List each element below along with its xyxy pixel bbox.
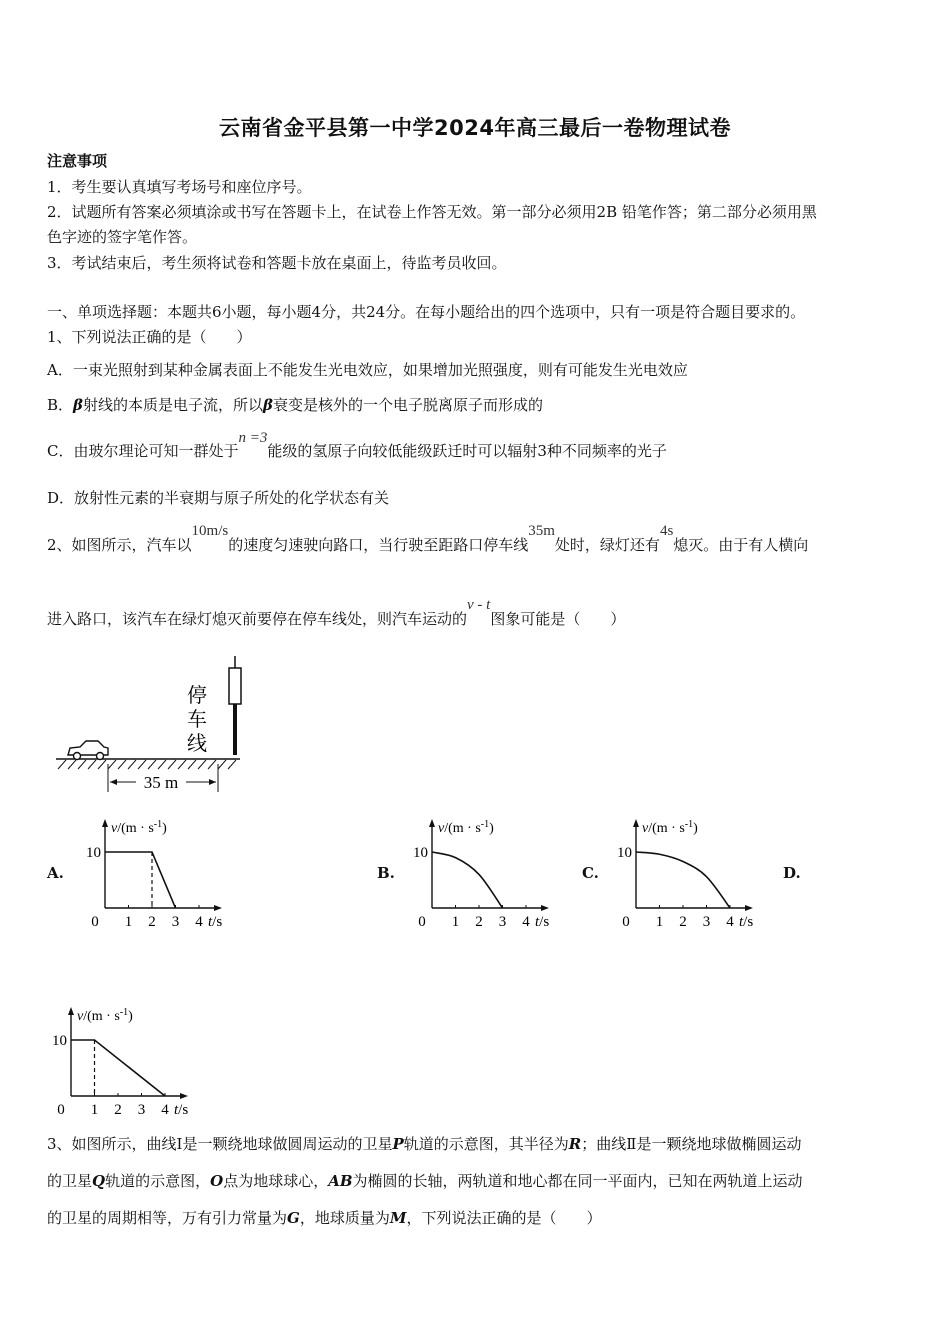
q3-symbol-r: R (568, 1135, 582, 1153)
q2-speed: 10m/s (191, 523, 229, 539)
x-tick-label: 1 (124, 914, 133, 930)
x-tick-label: 3 (702, 914, 711, 930)
x-tick-label: 3 (137, 1102, 146, 1118)
q2-option-b-label: B. (377, 864, 395, 882)
x-axis-label: t/s (535, 914, 550, 930)
q1-b-post: 衰变是核外的一个电子脱离原子而形成的 (272, 396, 543, 414)
q3-text: 点为地球球心， (223, 1172, 329, 1190)
y-axis-arrow (633, 819, 639, 827)
q2-s1: 2、如图所示，汽车以 (47, 536, 192, 554)
y-axis-arrow (68, 1007, 74, 1015)
x-tick-label: 1 (451, 914, 460, 930)
beta-symbol: β (263, 396, 273, 414)
q3-text: ；曲线Ⅱ是一颗绕地球做椭圆运动 (581, 1135, 802, 1153)
x-tick-label: 4 (195, 914, 203, 930)
q1-stem: 1、下列说法正确的是（ ） (47, 328, 252, 346)
vt-graph-c (601, 815, 766, 930)
x-axis-label: t/s (208, 914, 223, 930)
vt-graph-b (397, 815, 562, 930)
series-line (636, 852, 730, 908)
x-tick-label: 1 (90, 1102, 99, 1118)
q2-s2: 的速度匀速驶向路口，当行驶至距路口停车线 (228, 536, 529, 554)
q1-option-b (47, 396, 543, 414)
x-tick-label: 3 (498, 914, 507, 930)
x-tick-label: 0 (57, 1102, 65, 1118)
y-axis-arrow (102, 819, 108, 827)
stop-line-label-char: 线 (187, 733, 207, 755)
q2-s5: 进入路口，该汽车在绿灯熄灭前要停在停车线处，则汽车运动的 (47, 610, 468, 628)
notice-item-2-cont: 色字迹的签字笔作答。 (47, 228, 198, 246)
q3-symbol-q: Q (92, 1172, 106, 1190)
series-line (71, 1040, 165, 1096)
y-tick-label: 10 (52, 1033, 67, 1049)
x-axis-arrow (180, 1093, 188, 1099)
y-axis-label: $v/(m \cdot s^{-1})$ (77, 1007, 133, 1024)
stop-line-label-char: 停 (187, 685, 207, 707)
q3-symbol-g: G (287, 1209, 300, 1227)
q3-text: 的卫星的周期相等，万有引力常量为 (47, 1209, 288, 1227)
x-axis-label: t/s (739, 914, 754, 930)
section-heading: 一、单项选择题：本题共6小题，每小题4分，共24分。在每小题给出的四个选项中，只有一项是符合题目要求的。 (47, 303, 806, 321)
x-axis-arrow (541, 905, 549, 911)
q2-s6: 图象可能是（ ） (490, 610, 626, 628)
page-title: 云南省金平县第一中学2024年高三最后一卷物理试卷 (219, 116, 731, 140)
q1-b-mid: 射线的本质是电子流，所以 (83, 396, 264, 414)
x-axis-arrow (745, 905, 753, 911)
x-tick-label: 2 (475, 914, 483, 930)
q2-stem-line2 (47, 597, 626, 629)
q1-c-prefix: C．由玻尔理论可知一群处于 (47, 442, 239, 460)
vt-graph-d (36, 1003, 201, 1118)
x-tick-label: 2 (114, 1102, 122, 1118)
q3-text: 3、如图所示，曲线Ⅰ是一颗绕地球做圆周运动的卫星 (47, 1135, 393, 1153)
q3-symbol-p: P (392, 1135, 404, 1153)
q2-option-c-label: C. (582, 864, 599, 882)
q1-option-a: A．一束光照射到某种金属表面上不能发生光电效应，如果增加光照强度，则有可能发生光电效应 (47, 361, 688, 379)
q2-vt: v - t (467, 597, 491, 613)
y-axis-label: $v/(m \cdot s^{-1})$ (111, 819, 167, 836)
q2-s4: 熄灭。由于有人横向 (673, 536, 809, 554)
q3-text: ，地球质量为 (299, 1209, 390, 1227)
q3-text: ，下列说法正确的是（ ） (406, 1209, 602, 1227)
y-axis-arrow (429, 819, 435, 827)
q2-s3: 处时，绿灯还有 (554, 536, 660, 554)
q3-line1 (47, 1135, 801, 1153)
x-tick-label: 4 (522, 914, 530, 930)
x-tick-label: 0 (91, 914, 99, 930)
traffic-light-icon (229, 668, 241, 704)
notice-item-3: 3．考试结束后，考生须将试卷和答题卡放在桌面上，待监考员收回。 (47, 254, 507, 272)
x-tick-label: 0 (622, 914, 630, 930)
q1-c-formula: n =3 (238, 430, 268, 446)
x-tick-label: 4 (726, 914, 734, 930)
q3-text: 轨道的示意图，其半径为 (403, 1135, 569, 1153)
beta-symbol: β (73, 396, 83, 414)
q3-line2 (47, 1172, 803, 1190)
q1-b-prefix: B． (47, 396, 74, 414)
y-tick-label: 10 (413, 845, 428, 861)
notice-item-1: 1．考生要认真填写考场号和座位序号。 (47, 178, 312, 196)
y-tick-label: 10 (617, 845, 632, 861)
x-tick-label: 2 (148, 914, 156, 930)
q3-text: 的卫星 (47, 1172, 93, 1190)
series-line (105, 852, 176, 908)
q1-c-post: 能级的氢原子向较低能级跃迁时可以辐射3种不同频率的光子 (267, 442, 667, 460)
vt-graph-a (70, 815, 235, 930)
q1-option-d: D．放射性元素的半衰期与原子所处的化学状态有关 (47, 489, 390, 507)
ground-hatching (58, 760, 236, 769)
q1-option-c (47, 430, 667, 461)
distance-label: 35 m (143, 773, 179, 792)
q2-stem-line1 (47, 523, 809, 555)
q2-option-a-label: A. (47, 864, 64, 882)
x-axis-arrow (214, 905, 222, 911)
x-tick-label: 0 (418, 914, 426, 930)
q2-option-d-label: D. (783, 864, 801, 882)
q2-time: 4s (659, 523, 674, 539)
x-tick-label: 4 (161, 1102, 169, 1118)
q3-symbol-ab: AB (328, 1172, 353, 1190)
stop-line-label-char: 车 (187, 709, 207, 731)
notice-item-2: 2．试题所有答案必须填涂或书写在答题卡上，在试卷上作答无效。第一部分必须用2B 铅笔作答；第二部分必须用黑 (47, 203, 817, 221)
x-axis-label: t/s (174, 1102, 189, 1118)
q2-distance: 35m (528, 523, 555, 539)
q3-text: 为椭圆的长轴，两轨道和地心都在同一平面内，已知在两轨道上运动 (352, 1172, 803, 1190)
q3-symbol-o: O (210, 1172, 224, 1190)
series-line (432, 852, 503, 908)
q3-symbol-m: M (389, 1209, 407, 1227)
x-tick-label: 2 (679, 914, 687, 930)
y-tick-label: 10 (86, 845, 101, 861)
notice-heading: 注意事项 (47, 152, 108, 170)
road-figure (50, 652, 250, 794)
y-axis-label: $v/(m \cdot s^{-1})$ (642, 819, 698, 836)
y-axis-label: $v/(m \cdot s^{-1})$ (438, 819, 494, 836)
car-icon (68, 741, 108, 760)
x-tick-label: 3 (171, 914, 180, 930)
q3-text: 轨道的示意图， (105, 1172, 211, 1190)
q3-line3 (47, 1209, 601, 1227)
x-tick-label: 1 (655, 914, 664, 930)
